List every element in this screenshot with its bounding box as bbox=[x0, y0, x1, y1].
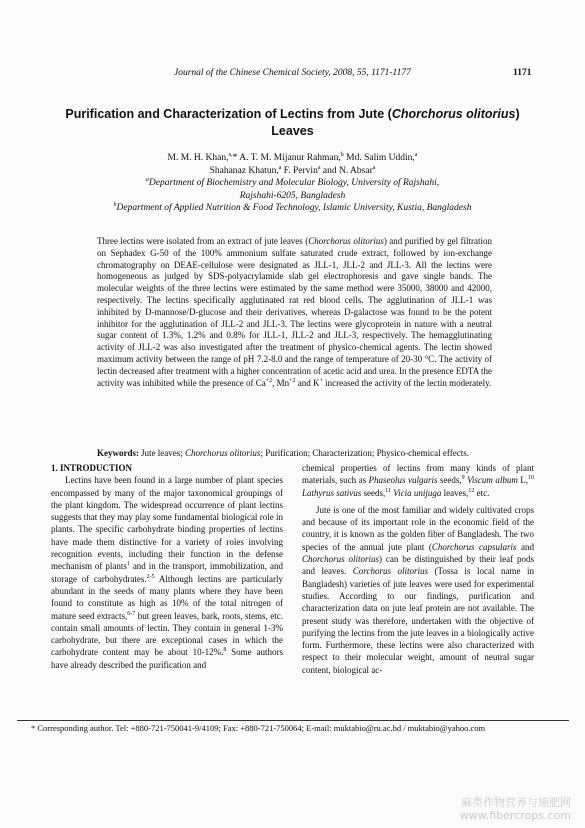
keywords-text: Jute leaves; Chorchorus olitorius; Purification; Characterization; Physico-chemical effects. bbox=[141, 448, 469, 458]
section-heading: 1. INTRODUCTION bbox=[51, 463, 133, 473]
affiliation-b: $^b$Department of Applied Nutrition & Food Technology, Islamic University, Kustia, Bangladesh bbox=[113, 201, 472, 213]
affiliation-a-city: Rajshahi-6205, Bangladesh bbox=[239, 190, 346, 201]
page-number: 1171 bbox=[513, 68, 532, 78]
footnote-rule bbox=[17, 720, 569, 721]
keywords-label: Keywords: bbox=[97, 448, 139, 458]
intro-paragraph-right-2: Jute is one of the most familiar and widely cultivated crops and because of its important role in the economic field of the country, it is known as the golden fiber of Bangladesh. The two species of the annual jute plant (Chorchorus capsularis and Chorchorus olitorius) can be distinguished by their leaf pods and leaves. Corchorus olitorius (Tossa is local name in Bangladesh) varieties of jute leaves were used for experimental studies. According to our findings, purification and characterization data on jute leaf protein are not available. The present study was therefore, undertaken with the objective of purifying the lectins from the jute leaves in a biologically active form. Furthermore, these lectins were also characterized with respect to their molecular weight, amount of neutral sugar content, biological ac- bbox=[302, 504, 535, 675]
intro-paragraph-right-1: chemical properties of lectins from many kinds of plant materials, such as Phaseolus vulgaris seeds,$^9$ Viscum album L,$^{10}$ Lathyrus sativus seeds,$^{11}$ Vicia unijuga leaves,$^{12}$ etc. bbox=[302, 463, 535, 498]
journal-citation: Journal of the Chinese Chemical Society, 2008, 55, 1171-1177 bbox=[174, 68, 411, 78]
author-line-1: M. M. H. Khan,$^{a,}$* A. T. M. Mijanur Rahman,$^b$ Md. Salim Uddin,$^a$ bbox=[167, 151, 418, 163]
title-part-2: ) Leaves bbox=[271, 107, 520, 138]
intro-paragraph-left: Lectins have been found in a large number of plant species encompassed by many of the major taxonomical groupings of the plant kingdom. The widespread occurrence of plant lectins suggests that they may play some fundamental biological role in plants. The specific carbohydrate binding properties of lectins have made them distinctive for a variety of roles involving recognition events, including their function in the defense mechanism of plants$^1$ and in the transport, immobilization, and storage of carbohydrates.$^{2-5}$ Although lectins are particularly abundant in the seeds of many plants where they have been found to constitute as high as 10% of the total nitrogen of mature seed extracts,$^{6-7}$ but green leaves, bark, roots, stems, etc. contain small amounts of lectin. They contain in general 1-3% carbohydrate, but there are exceptional cases in which the carbohydrate content may be about 10-12%.$^8$ Some authors have already described the purification and bbox=[51, 475, 283, 670]
title-species: Chorchorus olitorius bbox=[391, 107, 516, 121]
running-header bbox=[0, 68, 585, 82]
abstract: Three lectins were isolated from an extract of jute leaves (Chorchorus olitorius) and purified by gel filtration on Sephadex G-50 of the 100% ammonium sulfate saturated crude extract, followed by ion-exchange chromatography on DEAE-cellulose were designated as JLL-1, JLL-2 and JLL-3. All the lectins were homogeneous as judged by SDS-polyacrylamide slab gel electrophoresis and gave single bands. The molecular weights of the three lectins were estimated by the same method were 35000, 38000 and 42000, respectively. The lectins specifically agglutinated rat red blood cells. The agglutination of JLL-1 was inhibited by D-mannose/D-glucose and their derivatives, whereas D-galactose was found to be the potent inhibitor for the agglutination of JLL-2 and JLL-3. The lectins were glycoprotein in nature with a neutral sugar content of 1.3%, 1.2% and 0.8% for JLL-1, JLL-2 and JLL-3, respectively. The hemagglutinating activity of JLL-2 was also investigated after the treatment of physico-chemical agents. The lectin showed maximum activity between the range of pH 7.2-8.0 and the range of temperature of 20-30 °C. The activity of lectin decreased after treatment with a higher concentration of acetic acid and urea. In the presence EDTA the activity was inhibited while the presence of $Ca^{+2}$, $Mn^{+2}$ and K+ increased the activity of the lectin moderately. bbox=[97, 236, 493, 388]
corresponding-author-footnote: * Corresponding author. Tel: +880-721-750041-9/4109; Fax: +880-721-750064; E-mail: muktabio@ru.ac.bd / muktabio@yahoo.com bbox=[31, 723, 486, 733]
watermark-line-2: www.fibercrops.com bbox=[459, 809, 571, 822]
paper-title bbox=[60, 106, 525, 140]
watermark-line-1: 麻类作物营养与施肥网 bbox=[461, 796, 571, 809]
author-block bbox=[60, 152, 525, 215]
right-column bbox=[302, 462, 534, 676]
title-part-1: Purification and Characterization of Lectins from Jute ( bbox=[65, 107, 392, 121]
affiliation-a: $^a$Department of Biochemistry and Molecular Biology, University of Rajshahi, bbox=[145, 176, 440, 188]
site-watermark bbox=[460, 796, 571, 822]
left-column bbox=[51, 462, 283, 671]
author-line-2: Shahanaz Khatun,$^a$ F. Pervin$^a$ and N. Absar$^a$ bbox=[209, 164, 376, 176]
